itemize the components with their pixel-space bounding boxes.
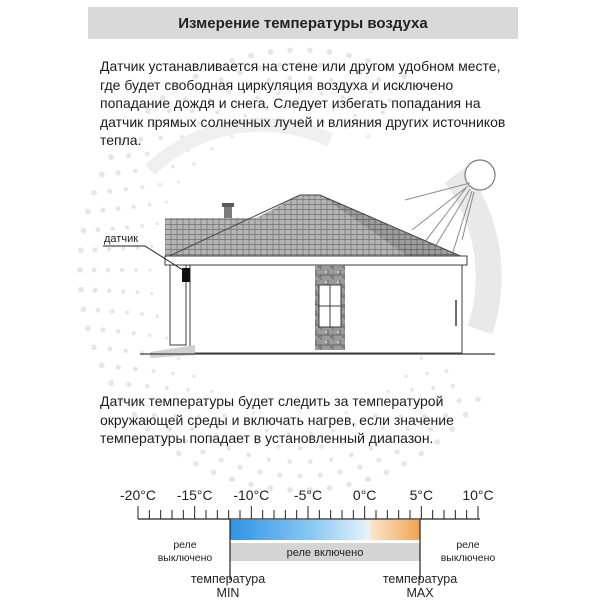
relay-off-left-line2: выключено bbox=[157, 552, 213, 564]
scale-tick-label: 0°C bbox=[352, 487, 377, 503]
explanation-paragraph: Датчик температуры будет следить за температурой окружающей среды и включать нагрев, если значение температуры попадает в установленный диапазон. bbox=[100, 393, 454, 446]
scale-tick-label: -20°C bbox=[120, 487, 156, 503]
min-label-line1: температура bbox=[190, 572, 266, 586]
relay-off-left-line1: реле bbox=[173, 539, 197, 551]
sensor-label: датчик bbox=[104, 233, 139, 245]
heating-range-cold bbox=[230, 520, 370, 540]
page-title: Измерение температуры воздуха bbox=[88, 7, 518, 39]
scale-tick-label: -5°C bbox=[293, 487, 323, 503]
min-label-line2: MIN bbox=[216, 586, 240, 600]
max-label-line1: температура bbox=[382, 572, 458, 586]
relay-off-right-line1: реле bbox=[456, 539, 480, 551]
heating-range-warm bbox=[370, 520, 420, 540]
max-label-line2: MAX bbox=[406, 586, 434, 600]
intro-paragraph: Датчик устанавливается на стене или другом удобном месте, где будет свободная циркуляция воздуха и исключено попадание дождя и снега. Следует избегать попадания на датчик прямых солнечных лучей и влияния других источников тепла. bbox=[100, 58, 506, 148]
relay-on-label: реле включено bbox=[286, 547, 364, 559]
scale-tick-label: -15°C bbox=[176, 487, 213, 503]
scale-tick-label: 10°C bbox=[462, 487, 494, 503]
scale-tick-label: -10°C bbox=[233, 487, 270, 503]
scale-tick-label: 5°C bbox=[409, 487, 434, 503]
relay-off-right-line2: выключено bbox=[440, 552, 496, 564]
